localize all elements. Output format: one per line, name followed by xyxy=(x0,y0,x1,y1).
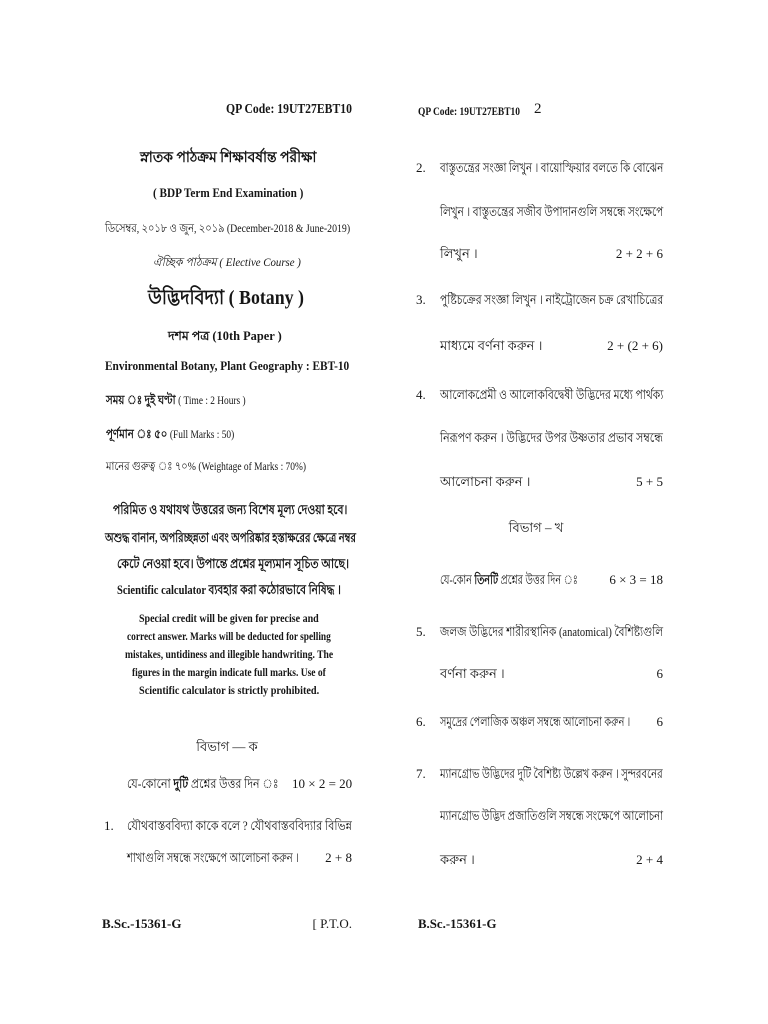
question-line: যৌথবাস্তববিদ্যা কাকে বলে ? যৌথবাস্তববিদ্যার বিভিন্ন xyxy=(127,818,352,833)
question-marks: 2 + (2 + 6) xyxy=(607,338,663,353)
question-line: ম্যানগ্রোভ উদ্ভিদের দুটি বৈশিষ্ট্য উল্লেখ করুন । সুন্দরবনের xyxy=(440,766,663,781)
time-limit-value: ( Time : 2 Hours ) xyxy=(178,395,246,407)
instruction-line-bn: পরিমিত ও যথাযথ উত্তরের জন্য বিশেষ মূল্য দেওয়া হবে। xyxy=(113,502,348,517)
time-limit xyxy=(106,390,246,410)
question-number: 5. xyxy=(416,624,426,639)
instruction-line-bn: কেটে নেওয়া হবে। উপান্তে প্রশ্নের মূল্যমান সূচিত আছে। xyxy=(117,556,349,571)
question-line: বর্ণনা করুন । xyxy=(440,666,505,681)
question-marks: 2 + 8 xyxy=(325,850,352,865)
directive-marks: 10 × 2 = 20 xyxy=(292,776,353,791)
exam-title-en: ( BDP Term End Examination ) xyxy=(153,185,304,200)
section-heading: বিভাগ – খ xyxy=(508,520,564,535)
question-line: ম্যানগ্রোভ উদ্ভিদ প্রজাতিগুলি সম্বন্ধে সংক্ষেপে আলোচনা xyxy=(440,808,664,823)
instruction-line-en: figures in the margin indicate full marks. Use of xyxy=(132,665,326,679)
right-page xyxy=(384,0,768,1024)
marks-weightage xyxy=(106,456,306,476)
directive-text: যে-কোন xyxy=(440,572,472,587)
instruction-line-en: mistakes, untidiness and illegible handwriting. The xyxy=(125,647,334,661)
question-line: শাখাগুলি সম্বন্ধে সংক্ষেপে আলোচনা করুন । xyxy=(127,850,299,865)
full-marks-label: পূর্ণমান ঃ ৫০ xyxy=(106,427,168,441)
instruction-line-en: Scientific calculator is strictly prohibited. xyxy=(139,683,320,697)
question-line: মাধ্যমে বর্ণনা করুন । xyxy=(440,338,543,353)
directive-text: প্রশ্নের উত্তর দিন ঃ xyxy=(190,776,279,791)
directive-text: যে-কোনো xyxy=(127,776,171,791)
question-number: 6. xyxy=(416,714,426,729)
question-line: লিখুন । xyxy=(440,246,478,261)
question-line: করুন । xyxy=(440,852,475,867)
directive-count: তিনটি xyxy=(474,572,499,587)
paper-title: Environmental Botany, Plant Geography : EBT-10 xyxy=(105,358,350,373)
question-marks: 6 xyxy=(656,714,663,729)
question-marks: 2 + 4 xyxy=(636,852,663,867)
question-line: পুষ্টিচক্রের সংজ্ঞা লিখুন । নাইট্রোজেন চক্র রেখাচিত্রের xyxy=(440,292,664,307)
subject-title: উদ্ভিদবিদ্যা ( Botany ) xyxy=(148,287,304,309)
question-marks: 2 + 2 + 6 xyxy=(615,246,663,261)
question-line: জলজ উদ্ভিদের শারীরস্থানিক (anatomical) বৈশিষ্ট্যগুলি xyxy=(440,624,664,639)
question-marks: 5 + 5 xyxy=(636,474,663,489)
question-line: বাস্তুতন্ত্রের সংজ্ঞা লিখুন । বায়োস্ফিয়ার বলতে কি বোঝেন xyxy=(440,160,664,175)
instruction-line-bn: Scientific calculator ব্যবহার করা কঠোরভাবে নিষিদ্ধ । xyxy=(117,582,341,597)
directive-count: দুটি xyxy=(173,776,189,791)
exam-title-bn: স্নাতক পাঠক্রম শিক্ষাবর্ষান্ত পরীক্ষা xyxy=(140,150,317,166)
course-type: ঐচ্ছিক পাঠক্রম ( Elective Course ) xyxy=(153,255,301,269)
section-heading: বিভাগ — ক xyxy=(196,739,258,754)
question-number: 3. xyxy=(416,292,426,307)
question-number: 7. xyxy=(416,766,426,781)
course-code: B.Sc.-15361-G xyxy=(418,916,497,931)
question-line: সমুদ্রের পেলাজিক অঞ্চল সম্বন্ধে আলোচনা করুন । xyxy=(440,714,631,729)
question-line: আলোচনা করুন । xyxy=(440,474,531,489)
question-line: নিরূপণ করুন । উদ্ভিদের উপর উষ্ণতার প্রভাব সম্বন্ধে xyxy=(440,430,663,445)
question-number: 2. xyxy=(416,160,426,175)
directive-text: প্রশ্নের উত্তর দিন ঃ xyxy=(500,572,578,587)
question-line: লিখুন । বাস্তুতন্ত্রের সজীব উপাদানগুলি সম্বন্ধে সংক্ষেপে xyxy=(440,204,664,219)
time-limit-label: সময় ঃ দুই ঘণ্টা xyxy=(106,393,176,407)
question-marks: 6 xyxy=(656,666,663,681)
full-marks xyxy=(106,424,235,444)
instruction-line-bn: অশুদ্ধ বানান, অপরিচ্ছন্নতা এবং অপরিষ্কার হস্তাক্ষরের ক্ষেত্রে নম্বর xyxy=(105,530,356,545)
answer-directive xyxy=(127,774,279,794)
question-line: আলোকপ্রেমী ও আলোকবিদ্বেষী উদ্ভিদের মধ্যে পার্থক্য xyxy=(440,387,664,402)
answer-directive xyxy=(440,570,578,590)
full-marks-value: (Full Marks : 50) xyxy=(169,429,235,441)
question-number: 4. xyxy=(416,387,426,402)
directive-marks: 6 × 3 = 18 xyxy=(609,572,663,587)
qp-code: QP Code: 19UT27EBT10 xyxy=(226,102,352,117)
question-number: 1. xyxy=(104,818,114,833)
pto-note: [ P.T.O. xyxy=(312,916,352,931)
weightage-value: (Weightage of Marks : 70%) xyxy=(198,461,306,473)
weightage-label: মানের গুরুত্ব ঃ ৭০% xyxy=(106,459,196,473)
page-number: 2 xyxy=(534,101,542,117)
qp-code: QP Code: 19UT27EBT10 xyxy=(418,106,520,118)
instruction-line-en: Special credit will be given for precise and xyxy=(139,611,319,625)
instruction-line-en: correct answer. Marks will be deducted for spelling xyxy=(127,629,331,643)
paper-number: দশম পত্র (10th Paper ) xyxy=(168,329,282,343)
course-code: B.Sc.-15361-G xyxy=(102,916,182,931)
exam-session: ডিসেম্বর, ২০১৮ ও জুন, ২০১৯ (December-2018 & June-2019) xyxy=(105,221,351,235)
